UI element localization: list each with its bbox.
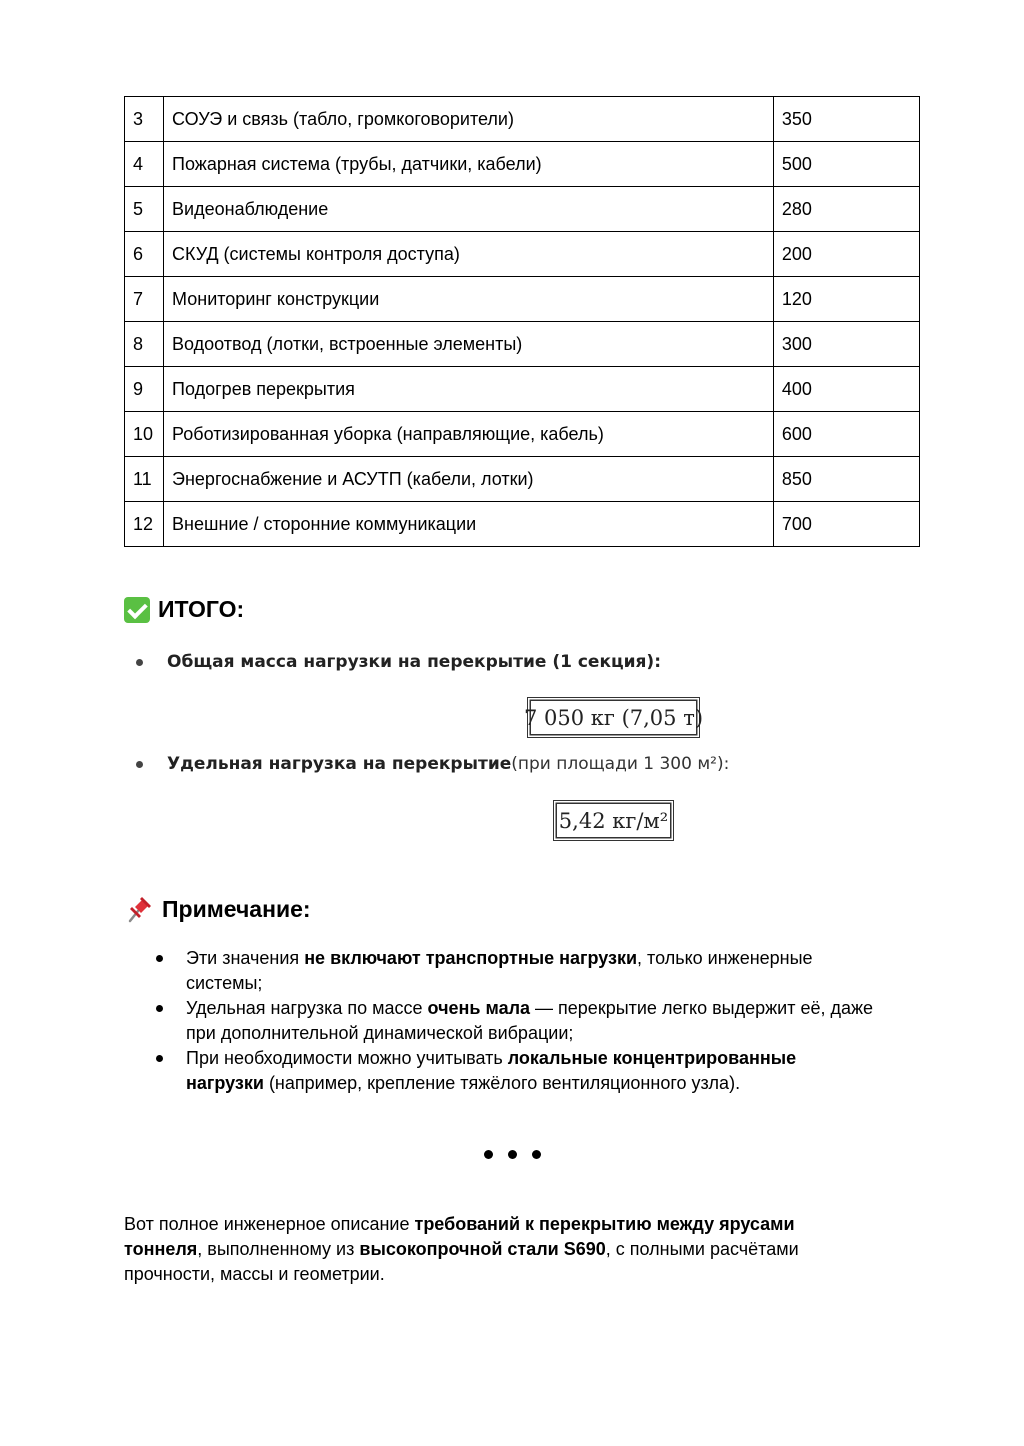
row-number-cell: 5 xyxy=(125,187,164,232)
note-text: , только инженерные системы; xyxy=(186,948,813,993)
paragraph-text: , выполненному из xyxy=(197,1239,360,1259)
row-number-cell: 11 xyxy=(125,457,164,502)
note-text: Удельная нагрузка по массе xyxy=(186,998,428,1018)
specific-load-item xyxy=(136,754,729,774)
engineering-loads-table xyxy=(124,96,920,547)
table-row xyxy=(125,232,920,277)
table-row xyxy=(125,322,920,367)
total-mass-label: Общая масса нагрузки на перекрытие (1 секция): xyxy=(167,652,661,672)
note-text: Эти значения xyxy=(186,948,305,968)
paragraph-text: , с полными расчётами прочности, массы и геометрии. xyxy=(124,1239,799,1284)
paragraph-text: Вот полное инженерное описание xyxy=(124,1214,415,1234)
row-number-cell: 8 xyxy=(125,322,164,367)
system-name-cell: Видеонаблюдение xyxy=(164,187,774,232)
summary-paragraph xyxy=(124,1212,864,1287)
system-name-cell: СОУЭ и связь (табло, громкоговорители) xyxy=(164,97,774,142)
note-heading xyxy=(124,894,311,924)
notes-list xyxy=(186,946,876,1096)
row-number-cell: 7 xyxy=(125,277,164,322)
total-heading-text: ИТОГО: xyxy=(158,596,245,622)
paragraph-emphasis: требований к перекрытию между ярусами тоннеля xyxy=(124,1214,795,1259)
mass-kg-cell: 120 xyxy=(773,277,919,322)
separator-dot xyxy=(508,1150,517,1159)
total-mass-formula: 7 050 кг (7,05 т) xyxy=(527,697,700,738)
table-row xyxy=(125,277,920,322)
note-heading-text: Примечание: xyxy=(162,895,311,922)
note-item xyxy=(186,946,876,996)
note-emphasis: очень мала xyxy=(427,998,531,1018)
system-name-cell: Водоотвод (лотки, встроенные элементы) xyxy=(164,322,774,367)
system-name-cell: СКУД (системы контроля доступа) xyxy=(164,232,774,277)
pushpin-icon xyxy=(124,894,154,924)
specific-load-label: Удельная нагрузка на перекрытие xyxy=(167,754,512,774)
system-name-cell: Энергоснабжение и АСУТП (кабели, лотки) xyxy=(164,457,774,502)
note-text: — перекрытие легко выдержит её, даже при дополнительной динамической вибрации; xyxy=(186,998,874,1043)
row-number-cell: 10 xyxy=(125,412,164,457)
total-mass-item xyxy=(136,652,661,672)
separator-dot xyxy=(532,1150,541,1159)
table-row xyxy=(125,97,920,142)
mass-kg-cell: 700 xyxy=(773,502,919,547)
system-name-cell: Роботизированная уборка (направляющие, кабель) xyxy=(164,412,774,457)
system-name-cell: Пожарная система (трубы, датчики, кабели) xyxy=(164,142,774,187)
mass-kg-cell: 400 xyxy=(773,367,919,412)
mass-kg-cell: 350 xyxy=(773,97,919,142)
mass-kg-cell: 500 xyxy=(773,142,919,187)
table-row xyxy=(125,187,920,232)
system-name-cell: Мониторинг конструкции xyxy=(164,277,774,322)
table-row xyxy=(125,142,920,187)
mass-kg-cell: 200 xyxy=(773,232,919,277)
table-row xyxy=(125,457,920,502)
row-number-cell: 4 xyxy=(125,142,164,187)
row-number-cell: 3 xyxy=(125,97,164,142)
check-mark-icon xyxy=(124,597,150,623)
mass-kg-cell: 850 xyxy=(773,457,919,502)
table-row xyxy=(125,367,920,412)
paragraph-emphasis: высокопрочной стали S690 xyxy=(359,1239,606,1259)
row-number-cell: 6 xyxy=(125,232,164,277)
mass-kg-cell: 280 xyxy=(773,187,919,232)
note-emphasis: не включают транспортные нагрузки xyxy=(304,948,638,968)
mass-kg-cell: 600 xyxy=(773,412,919,457)
row-number-cell: 12 xyxy=(125,502,164,547)
table-row xyxy=(125,412,920,457)
note-item xyxy=(186,996,876,1046)
bullet xyxy=(136,761,143,768)
table-row xyxy=(125,502,920,547)
section-separator xyxy=(484,1150,541,1159)
mass-kg-cell: 300 xyxy=(773,322,919,367)
system-name-cell: Внешние / сторонние коммуникации xyxy=(164,502,774,547)
note-item xyxy=(186,1046,876,1096)
total-heading xyxy=(124,596,244,623)
row-number-cell: 9 xyxy=(125,367,164,412)
bullet xyxy=(136,659,143,666)
specific-load-formula: 5,42 кг/м² xyxy=(553,800,674,841)
note-text: (например, крепление тяжёлого вентиляционного узла). xyxy=(263,1073,741,1093)
specific-load-label-rest: (при площади 1 300 м²): xyxy=(511,754,730,774)
system-name-cell: Подогрев перекрытия xyxy=(164,367,774,412)
note-text: При необходимости можно учитывать xyxy=(186,1048,508,1068)
note-emphasis: локальные концентрированные нагрузки xyxy=(186,1048,797,1093)
separator-dot xyxy=(484,1150,493,1159)
